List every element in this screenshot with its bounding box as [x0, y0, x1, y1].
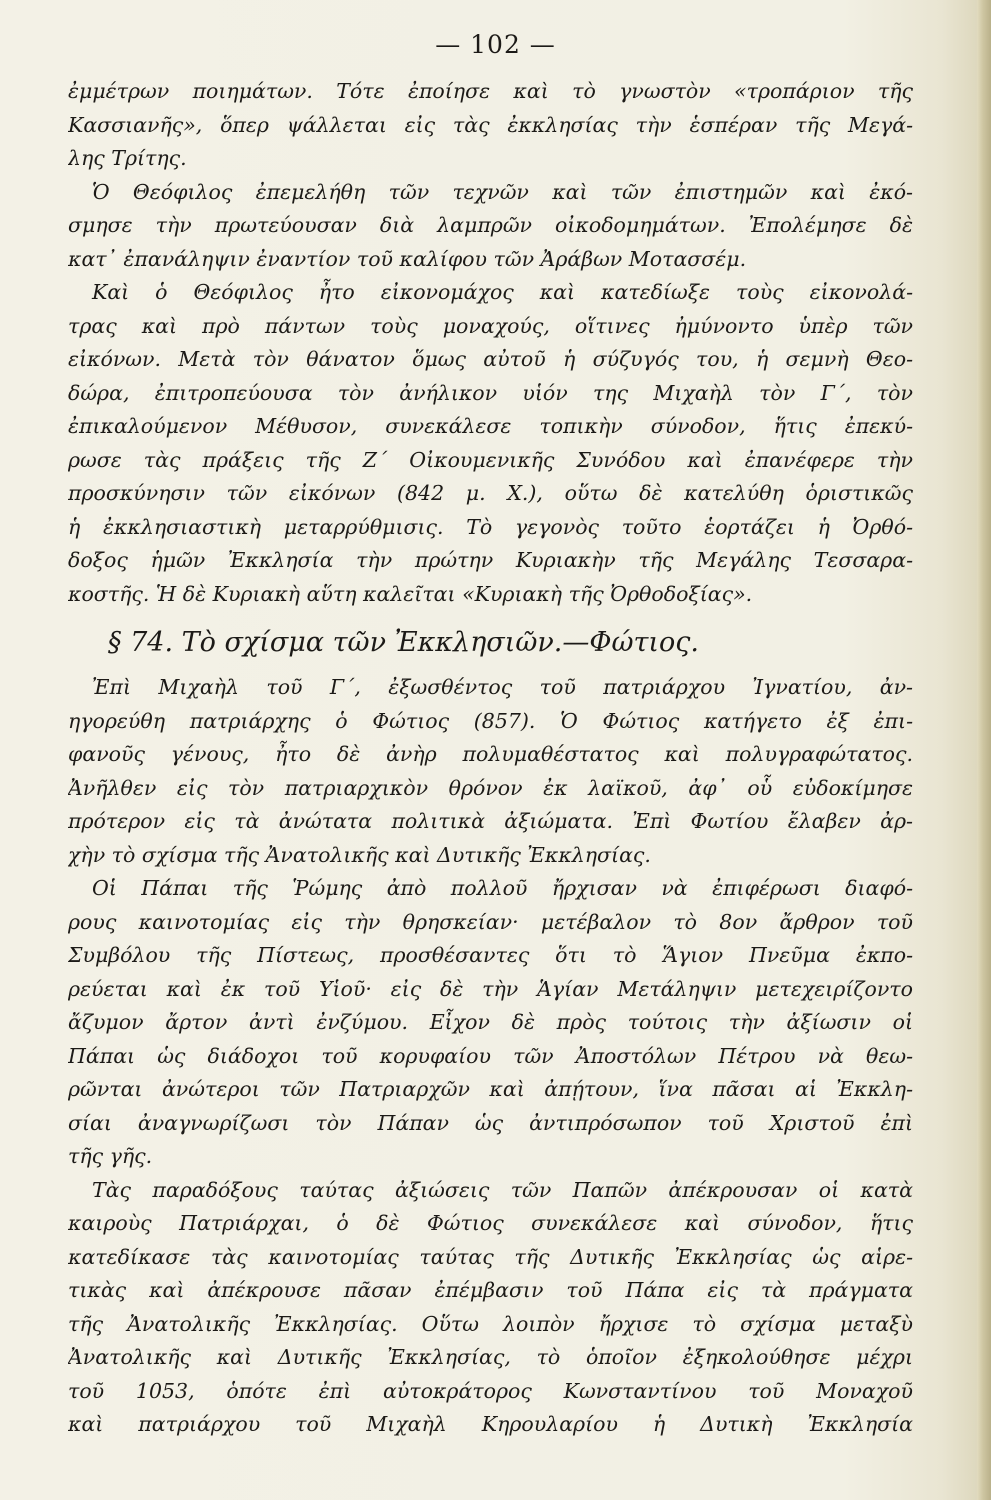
text-line: τῆς Ἀνατολικῆς Ἐκκλησίας. Οὕτω λοιπὸν ἤρχισε τὸ σχίσμα μεταξὺ — [68, 1311, 913, 1336]
text-line: ρεύεται καὶ ἐκ τοῦ Υἱοῦ· εἰς δὲ τὴν Ἁγίαν Μετάληψιν μετεχειρίζοντο — [68, 976, 913, 1001]
text-line: τρας καὶ πρὸ πάντων τοὺς μοναχούς, οἵτινες ἠμύνοντο ὑπὲρ τῶν — [68, 313, 913, 338]
page-number: — 102 — — [435, 30, 556, 59]
text-line: Πάπαι ὡς διάδοχοι τοῦ κορυφαίου τῶν Ἀποστόλων Πέτρου νὰ θεω- — [68, 1043, 913, 1068]
text-line: ἡ ἐκκλησιαστικὴ μεταρρύθμισις. Τὸ γεγονὸς τοῦτο ἑορτάζει ἡ Ὀρθό- — [68, 514, 913, 539]
text-line: λης Τρίτης. — [68, 146, 187, 170]
section-heading: § 74. Τὸ σχίσμα τῶν Ἐκκλησιῶν.—Φώτιος. — [108, 627, 699, 658]
text-line: χὴν τὸ σχίσμα τῆς Ἀνατολικῆς καὶ Δυτικῆς Ἐκκλησίας. — [68, 842, 651, 867]
text-line: δώρα, ἐπιτροπεύουσα τὸν ἀνήλικον υἱόν της Μιχαὴλ τὸν Γ΄, τὸν — [68, 380, 913, 405]
body-text — [68, 75, 913, 1442]
text-line: τοῦ 1053, ὁπότε ἐπὶ αὐτοκράτορος Κωνσταντίνου τοῦ Μοναχοῦ — [68, 1378, 913, 1403]
text-line: Ἀνατολικῆς καὶ Δυτικῆς Ἐκκλησίας, τὸ ὁποῖον ἐξηκολούθησε μέχρι — [68, 1345, 913, 1369]
text-line: ἐπικαλούμενον Μέθυσον, συνεκάλεσε τοπικὴν σύνοδον, ἥτις ἐπεκύ- — [68, 414, 913, 438]
text-line: Καὶ ὁ Θεόφιλος ἦτο εἰκονομάχος καὶ κατεδίωξε τοὺς εἰκονολά- — [92, 280, 913, 304]
text-line: καὶ πατριάρχου τοῦ Μιχαὴλ Κηρουλαρίου ἡ Δυτικὴ Ἐκκλησία — [68, 1412, 913, 1436]
text-line: Ὁ Θεόφιλος ἐπεμελήθη τῶν τεχνῶν καὶ τῶν ἐπιστημῶν καὶ ἐκό- — [92, 179, 913, 204]
text-line: κοστῆς. Ἡ δὲ Κυριακὴ αὕτη καλεῖται «Κυριακὴ τῆς Ὀρθοδοξίας». — [68, 581, 753, 606]
text-line: σμησε τὴν πρωτεύουσαν διὰ λαμπρῶν οἰκοδομημάτων. Ἐπολέμησε δὲ — [68, 213, 913, 237]
text-line: σίαι ἀναγνωρίζωσι τὸν Πάπαν ὡς ἀντιπρόσωπον τοῦ Χριστοῦ ἐπὶ — [68, 1110, 913, 1135]
text-line: ρωσε τὰς πράξεις τῆς Ζ΄ Οἰκουμενικῆς Συνόδου καὶ ἐπανέφερε τὴν — [68, 447, 913, 472]
text-line: φανοῦς γένους, ἦτο δὲ ἀνὴρ πολυμαθέστατος καὶ πολυγραφώτατος. — [68, 742, 913, 766]
text-line: ηγορεύθη πατριάρχης ὁ Φώτιος (857). Ὁ Φώτιος κατήγετο ἐξ ἐπι- — [68, 708, 913, 733]
text-line: ρους καινοτομίας εἰς τὴν θρησκείαν· μετέβαλον τὸ 8ον ἄρθρον τοῦ — [68, 909, 913, 934]
text-line: Οἱ Πάπαι τῆς Ῥώμης ἀπὸ πολλοῦ ἤρχισαν νὰ ἐπιφέρωσι διαφό- — [92, 876, 913, 900]
page-edge-shadow — [977, 0, 991, 1500]
text-line: ρῶνται ἀνώτεροι τῶν Πατριαρχῶν καὶ ἀπῄτουν, ἵνα πᾶσαι αἱ Ἐκκλη- — [68, 1077, 913, 1101]
text-line: Συμβόλου τῆς Πίστεως, προσθέσαντες ὅτι τὸ Ἅγιον Πνεῦμα ἐκπο- — [68, 943, 913, 967]
text-line: Κασσιανῆς», ὅπερ ψάλλεται εἰς τὰς ἐκκλησίας τὴν ἑσπέραν τῆς Μεγά- — [68, 112, 913, 137]
text-line: εἰκόνων. Μετὰ τὸν θάνατον ὅμως αὐτοῦ ἡ σύζυγός του, ἡ σεμνὴ Θεο- — [68, 347, 913, 371]
text-line: τῆς γῆς. — [68, 1144, 153, 1168]
text-line: καιροὺς Πατριάρχαι, ὁ δὲ Φώτιος συνεκάλεσε καὶ σύνοδον, ἥτις — [68, 1211, 913, 1235]
text-line: ἐμμέτρων ποιημάτων. Τότε ἐποίησε καὶ τὸ γνωστὸν «τροπάριον τῆς — [68, 79, 913, 103]
text-line: Ἀνῆλθεν εἰς τὸν πατριαρχικὸν θρόνον ἐκ λαϊκοῦ, ἀφ᾽ οὗ εὐδοκίμησε — [68, 775, 913, 800]
text-line: Ἐπὶ Μιχαὴλ τοῦ Γ΄, ἐξωσθέντος τοῦ πατριάρχου Ἰγνατίου, ἀν- — [92, 675, 913, 699]
text-line: προσκύνησιν τῶν εἰκόνων (842 μ. Χ.), οὕτω δὲ κατελύθη ὁριστικῶς — [68, 481, 913, 505]
text-line: κατ᾽ ἐπανάληψιν ἐναντίον τοῦ καλίφου τῶν Ἀράβων Μοτασσέμ. — [68, 246, 747, 271]
text-line: Τὰς παραδόξους ταύτας ἀξιώσεις τῶν Παπῶν ἀπέκρουσαν οἱ κατὰ — [92, 1177, 913, 1202]
text-line: κατεδίκασε τὰς καινοτομίας ταύτας τῆς Δυτικῆς Ἐκκλησίας ὡς αἱρε- — [68, 1244, 913, 1269]
text-line: ἄζυμον ἄρτον ἀντὶ ἐνζύμου. Εἶχον δὲ πρὸς τούτοις τὴν ἀξίωσιν οἱ — [68, 1010, 913, 1034]
text-line: τικὰς καὶ ἀπέκρουσε πᾶσαν ἐπέμβασιν τοῦ Πάπα εἰς τὰ πράγματα — [68, 1278, 913, 1302]
text-line: πρότερον εἰς τὰ ἀνώτατα πολιτικὰ ἀξιώματα. Ἐπὶ Φωτίου ἔλαβεν ἀρ- — [68, 809, 913, 833]
text-line: δοξος ἡμῶν Ἐκκλησία τὴν πρώτην Κυριακὴν τῆς Μεγάλης Τεσσαρα- — [68, 548, 913, 572]
